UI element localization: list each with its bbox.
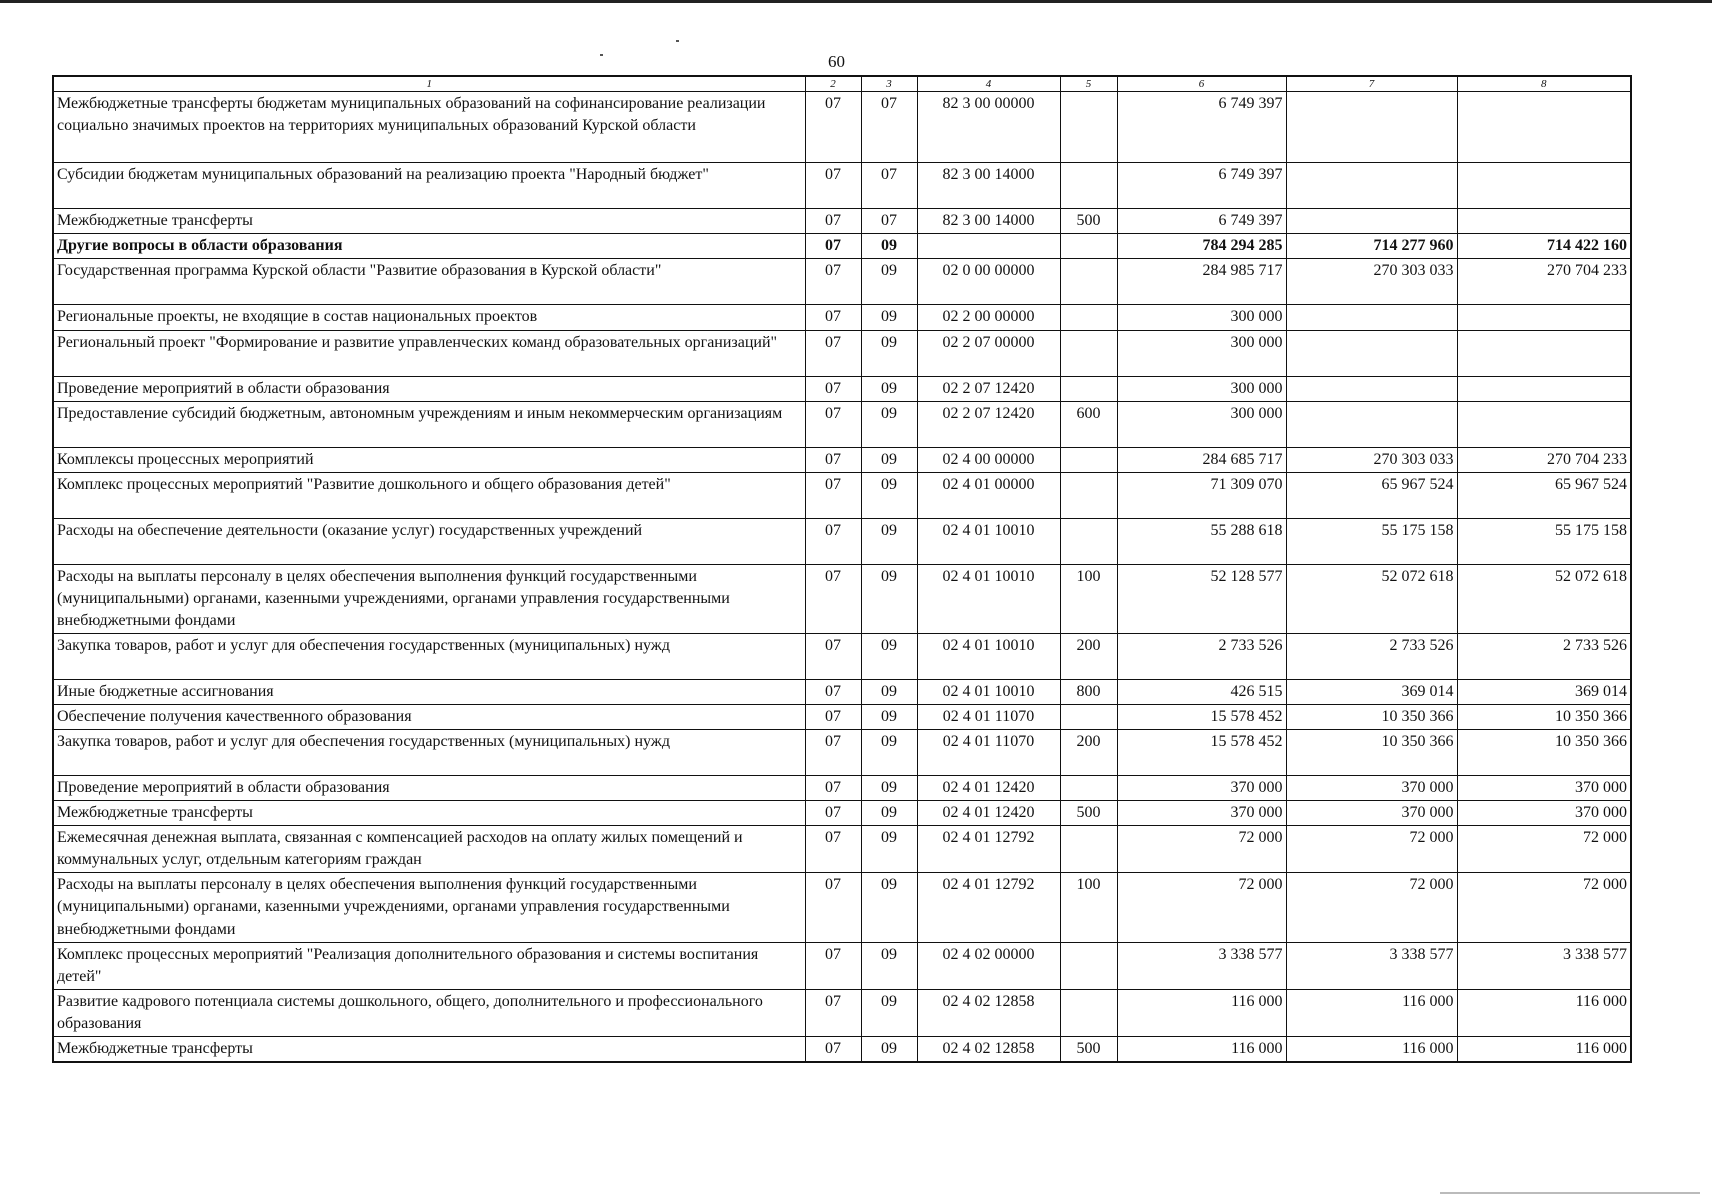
- expense-type-code: [1060, 376, 1117, 401]
- amount-year-2: [1286, 163, 1457, 209]
- amount-year-1: 284 985 717: [1117, 259, 1286, 305]
- amount-year-1: 55 288 618: [1117, 518, 1286, 564]
- table-row: [53, 401, 1631, 447]
- subsection-code: 09: [861, 989, 917, 1036]
- amount-year-2: 10 350 366: [1286, 730, 1457, 776]
- amount-year-2: 714 277 960: [1286, 234, 1457, 259]
- target-article-code: 82 3 00 14000: [917, 209, 1060, 234]
- expense-type-code: 800: [1060, 679, 1117, 704]
- section-code: 07: [805, 776, 861, 801]
- target-article-code: 02 2 07 00000: [917, 330, 1060, 376]
- amount-year-1: 72 000: [1117, 826, 1286, 873]
- subsection-code: 09: [861, 1036, 917, 1062]
- expense-type-code: 600: [1060, 401, 1117, 447]
- table-row: [53, 989, 1631, 1036]
- expense-type-code: [1060, 776, 1117, 801]
- target-article-code: 02 4 01 11070: [917, 730, 1060, 776]
- column-number: 7: [1286, 76, 1457, 92]
- target-article-code: [917, 234, 1060, 259]
- section-code: 07: [805, 259, 861, 305]
- section-code: 07: [805, 447, 861, 472]
- expense-type-code: [1060, 942, 1117, 989]
- section-code: 07: [805, 376, 861, 401]
- table-row: [53, 234, 1631, 259]
- subsection-code: 09: [861, 330, 917, 376]
- amount-year-1: 6 749 397: [1117, 163, 1286, 209]
- table-row: [53, 305, 1631, 330]
- amount-year-1: 300 000: [1117, 401, 1286, 447]
- amount-year-3: 3 338 577: [1457, 942, 1631, 989]
- subsection-code: 07: [861, 163, 917, 209]
- subsection-code: 09: [861, 472, 917, 518]
- table-row: [53, 518, 1631, 564]
- amount-year-2: 370 000: [1286, 801, 1457, 826]
- table-row: [53, 376, 1631, 401]
- expense-type-code: [1060, 447, 1117, 472]
- row-name: Расходы на обеспечение деятельности (оказание услуг) государственных учреждений: [53, 518, 805, 564]
- amount-year-3: 116 000: [1457, 1036, 1631, 1062]
- amount-year-2: 10 350 366: [1286, 705, 1457, 730]
- subsection-code: 09: [861, 705, 917, 730]
- column-number: 3: [861, 76, 917, 92]
- amount-year-1: 300 000: [1117, 376, 1286, 401]
- expense-type-code: [1060, 234, 1117, 259]
- section-code: 07: [805, 330, 861, 376]
- target-article-code: 02 4 01 12420: [917, 801, 1060, 826]
- amount-year-2: [1286, 92, 1457, 163]
- subsection-code: 09: [861, 776, 917, 801]
- expense-type-code: [1060, 305, 1117, 330]
- amount-year-3: 369 014: [1457, 679, 1631, 704]
- target-article-code: 02 4 01 10010: [917, 518, 1060, 564]
- section-code: 07: [805, 305, 861, 330]
- expense-type-code: 500: [1060, 1036, 1117, 1062]
- amount-year-1: 52 128 577: [1117, 564, 1286, 633]
- row-name: Другие вопросы в области образования: [53, 234, 805, 259]
- amount-year-3: 72 000: [1457, 826, 1631, 873]
- column-number: 6: [1117, 76, 1286, 92]
- amount-year-3: 10 350 366: [1457, 730, 1631, 776]
- amount-year-2: [1286, 209, 1457, 234]
- amount-year-3: [1457, 305, 1631, 330]
- amount-year-1: 3 338 577: [1117, 942, 1286, 989]
- row-name: Комплекс процессных мероприятий "Развитие дошкольного и общего образования детей": [53, 472, 805, 518]
- table-row: [53, 330, 1631, 376]
- row-name: Предоставление субсидий бюджетным, автономным учреждениям и иным некоммерческим организациям: [53, 401, 805, 447]
- amount-year-2: 270 303 033: [1286, 447, 1457, 472]
- row-name: Проведение мероприятий в области образования: [53, 776, 805, 801]
- table-row: [53, 873, 1631, 942]
- row-name: Развитие кадрового потенциала системы дошкольного, общего, дополнительного и профессионального образования: [53, 989, 805, 1036]
- expense-type-code: 200: [1060, 633, 1117, 679]
- column-number: 5: [1060, 76, 1117, 92]
- target-article-code: 02 4 01 12792: [917, 826, 1060, 873]
- target-article-code: 02 4 01 12792: [917, 873, 1060, 942]
- section-code: 07: [805, 209, 861, 234]
- section-code: 07: [805, 873, 861, 942]
- table-row: [53, 447, 1631, 472]
- row-name: Расходы на выплаты персоналу в целях обеспечения выполнения функций государственными (муниципальными) органами, казенными учреждениями, органами управления государственными внебюджетными фондами: [53, 564, 805, 633]
- column-number: 2: [805, 76, 861, 92]
- table-row: [53, 776, 1631, 801]
- subsection-code: 09: [861, 259, 917, 305]
- column-number-row: [53, 76, 1631, 92]
- row-name: Иные бюджетные ассигнования: [53, 679, 805, 704]
- amount-year-1: 72 000: [1117, 873, 1286, 942]
- column-number: 4: [917, 76, 1060, 92]
- scan-edge-top: [0, 0, 1712, 3]
- amount-year-1: 15 578 452: [1117, 730, 1286, 776]
- amount-year-1: 300 000: [1117, 330, 1286, 376]
- expense-type-code: 500: [1060, 209, 1117, 234]
- amount-year-1: 370 000: [1117, 776, 1286, 801]
- expense-type-code: [1060, 259, 1117, 305]
- subsection-code: 07: [861, 92, 917, 163]
- page-number: 60: [828, 52, 845, 71]
- expense-type-code: 100: [1060, 873, 1117, 942]
- row-name: Региональные проекты, не входящие в состав национальных проектов: [53, 305, 805, 330]
- section-code: 07: [805, 1036, 861, 1062]
- scan-speck: [600, 54, 603, 56]
- target-article-code: 02 4 01 12420: [917, 776, 1060, 801]
- section-code: 07: [805, 401, 861, 447]
- row-name: Межбюджетные трансферты бюджетам муниципальных образований на софинансирование реализации социально значимых проектов на территориях муниципальных образований Курской области: [53, 92, 805, 163]
- section-code: 07: [805, 989, 861, 1036]
- amount-year-1: 6 749 397: [1117, 209, 1286, 234]
- expense-type-code: [1060, 472, 1117, 518]
- row-name: Государственная программа Курской области "Развитие образования в Курской области": [53, 259, 805, 305]
- subsection-code: 09: [861, 447, 917, 472]
- target-article-code: 02 0 00 00000: [917, 259, 1060, 305]
- table-row: [53, 730, 1631, 776]
- amount-year-1: 6 749 397: [1117, 92, 1286, 163]
- budget-table: [52, 75, 1632, 1063]
- row-name: Обеспечение получения качественного образования: [53, 705, 805, 730]
- row-name: Комплекс процессных мероприятий "Реализация дополнительного образования и системы воспитания детей": [53, 942, 805, 989]
- section-code: 07: [805, 92, 861, 163]
- amount-year-1: 15 578 452: [1117, 705, 1286, 730]
- section-code: 07: [805, 163, 861, 209]
- subsection-code: 09: [861, 234, 917, 259]
- table-row: [53, 472, 1631, 518]
- table-row: [53, 564, 1631, 633]
- amount-year-2: 116 000: [1286, 1036, 1457, 1062]
- subsection-code: 09: [861, 401, 917, 447]
- table-row: [53, 801, 1631, 826]
- subsection-code: 09: [861, 942, 917, 989]
- amount-year-3: 65 967 524: [1457, 472, 1631, 518]
- section-code: 07: [805, 234, 861, 259]
- target-article-code: 02 2 07 12420: [917, 401, 1060, 447]
- amount-year-3: 714 422 160: [1457, 234, 1631, 259]
- table-row: [53, 679, 1631, 704]
- amount-year-1: 300 000: [1117, 305, 1286, 330]
- table-row: [53, 1036, 1631, 1062]
- section-code: 07: [805, 826, 861, 873]
- subsection-code: 09: [861, 518, 917, 564]
- amount-year-3: 55 175 158: [1457, 518, 1631, 564]
- amount-year-2: [1286, 401, 1457, 447]
- row-name: Закупка товаров, работ и услуг для обеспечения государственных (муниципальных) нужд: [53, 633, 805, 679]
- table-row: [53, 92, 1631, 163]
- expense-type-code: [1060, 989, 1117, 1036]
- subsection-code: 09: [861, 633, 917, 679]
- subsection-code: 09: [861, 801, 917, 826]
- section-code: 07: [805, 942, 861, 989]
- amount-year-3: 370 000: [1457, 801, 1631, 826]
- expense-type-code: 100: [1060, 564, 1117, 633]
- subsection-code: 09: [861, 376, 917, 401]
- amount-year-2: 369 014: [1286, 679, 1457, 704]
- amount-year-2: [1286, 376, 1457, 401]
- expense-type-code: 200: [1060, 730, 1117, 776]
- amount-year-1: 71 309 070: [1117, 472, 1286, 518]
- target-article-code: 02 2 00 00000: [917, 305, 1060, 330]
- row-name: Ежемесячная денежная выплата, связанная с компенсацией расходов на оплату жилых помещений и коммунальных услуг, отдельным категориям граждан: [53, 826, 805, 873]
- target-article-code: 82 3 00 00000: [917, 92, 1060, 163]
- amount-year-1: 784 294 285: [1117, 234, 1286, 259]
- row-name: Субсидии бюджетам муниципальных образований на реализацию проекта "Народный бюджет": [53, 163, 805, 209]
- expense-type-code: [1060, 92, 1117, 163]
- table-row: [53, 705, 1631, 730]
- amount-year-3: 72 000: [1457, 873, 1631, 942]
- row-name: Межбюджетные трансферты: [53, 801, 805, 826]
- amount-year-3: 116 000: [1457, 989, 1631, 1036]
- column-number: 1: [53, 76, 805, 92]
- target-article-code: 82 3 00 14000: [917, 163, 1060, 209]
- subsection-code: 07: [861, 209, 917, 234]
- expense-type-code: 500: [1060, 801, 1117, 826]
- table-row: [53, 209, 1631, 234]
- row-name: Расходы на выплаты персоналу в целях обеспечения выполнения функций государственными (муниципальными) органами, казенными учреждениями, органами управления государственными внебюджетными фондами: [53, 873, 805, 942]
- subsection-code: 09: [861, 564, 917, 633]
- row-name: Комплексы процессных мероприятий: [53, 447, 805, 472]
- amount-year-2: 370 000: [1286, 776, 1457, 801]
- amount-year-1: 116 000: [1117, 989, 1286, 1036]
- target-article-code: 02 4 01 10010: [917, 679, 1060, 704]
- amount-year-3: 10 350 366: [1457, 705, 1631, 730]
- amount-year-2: 52 072 618: [1286, 564, 1457, 633]
- amount-year-1: 370 000: [1117, 801, 1286, 826]
- amount-year-3: [1457, 401, 1631, 447]
- amount-year-3: 270 704 233: [1457, 259, 1631, 305]
- amount-year-3: 2 733 526: [1457, 633, 1631, 679]
- amount-year-2: 270 303 033: [1286, 259, 1457, 305]
- amount-year-3: [1457, 376, 1631, 401]
- amount-year-2: [1286, 330, 1457, 376]
- amount-year-1: 284 685 717: [1117, 447, 1286, 472]
- subsection-code: 09: [861, 305, 917, 330]
- row-name: Межбюджетные трансферты: [53, 1036, 805, 1062]
- section-code: 07: [805, 518, 861, 564]
- row-name: Региональный проект "Формирование и развитие управленческих команд образовательных организаций": [53, 330, 805, 376]
- target-article-code: 02 4 02 00000: [917, 942, 1060, 989]
- row-name: Межбюджетные трансферты: [53, 209, 805, 234]
- section-code: 07: [805, 705, 861, 730]
- amount-year-2: 3 338 577: [1286, 942, 1457, 989]
- expense-type-code: [1060, 518, 1117, 564]
- amount-year-3: 52 072 618: [1457, 564, 1631, 633]
- amount-year-2: 65 967 524: [1286, 472, 1457, 518]
- section-code: 07: [805, 730, 861, 776]
- amount-year-1: 116 000: [1117, 1036, 1286, 1062]
- section-code: 07: [805, 564, 861, 633]
- amount-year-2: 2 733 526: [1286, 633, 1457, 679]
- amount-year-3: [1457, 163, 1631, 209]
- amount-year-3: [1457, 209, 1631, 234]
- subsection-code: 09: [861, 730, 917, 776]
- amount-year-3: [1457, 92, 1631, 163]
- table-row: [53, 163, 1631, 209]
- amount-year-2: 116 000: [1286, 989, 1457, 1036]
- amount-year-2: 55 175 158: [1286, 518, 1457, 564]
- column-number: 8: [1457, 76, 1631, 92]
- amount-year-2: 72 000: [1286, 873, 1457, 942]
- target-article-code: 02 4 02 12858: [917, 1036, 1060, 1062]
- expense-type-code: [1060, 330, 1117, 376]
- expense-type-code: [1060, 705, 1117, 730]
- section-code: 07: [805, 801, 861, 826]
- subsection-code: 09: [861, 679, 917, 704]
- target-article-code: 02 4 00 00000: [917, 447, 1060, 472]
- table-row: [53, 942, 1631, 989]
- amount-year-1: 2 733 526: [1117, 633, 1286, 679]
- expense-type-code: [1060, 163, 1117, 209]
- target-article-code: 02 4 01 10010: [917, 564, 1060, 633]
- amount-year-3: 270 704 233: [1457, 447, 1631, 472]
- subsection-code: 09: [861, 873, 917, 942]
- table-row: [53, 633, 1631, 679]
- target-article-code: 02 2 07 12420: [917, 376, 1060, 401]
- expense-type-code: [1060, 826, 1117, 873]
- scan-edge-bottom: [1440, 1192, 1700, 1194]
- table-row: [53, 826, 1631, 873]
- amount-year-3: [1457, 330, 1631, 376]
- amount-year-2: 72 000: [1286, 826, 1457, 873]
- table-row: [53, 259, 1631, 305]
- section-code: 07: [805, 472, 861, 518]
- target-article-code: 02 4 02 12858: [917, 989, 1060, 1036]
- section-code: 07: [805, 633, 861, 679]
- amount-year-3: 370 000: [1457, 776, 1631, 801]
- target-article-code: 02 4 01 00000: [917, 472, 1060, 518]
- target-article-code: 02 4 01 10010: [917, 633, 1060, 679]
- row-name: Проведение мероприятий в области образования: [53, 376, 805, 401]
- target-article-code: 02 4 01 11070: [917, 705, 1060, 730]
- amount-year-1: 426 515: [1117, 679, 1286, 704]
- scan-speck: [676, 40, 679, 42]
- section-code: 07: [805, 679, 861, 704]
- subsection-code: 09: [861, 826, 917, 873]
- row-name: Закупка товаров, работ и услуг для обеспечения государственных (муниципальных) нужд: [53, 730, 805, 776]
- amount-year-2: [1286, 305, 1457, 330]
